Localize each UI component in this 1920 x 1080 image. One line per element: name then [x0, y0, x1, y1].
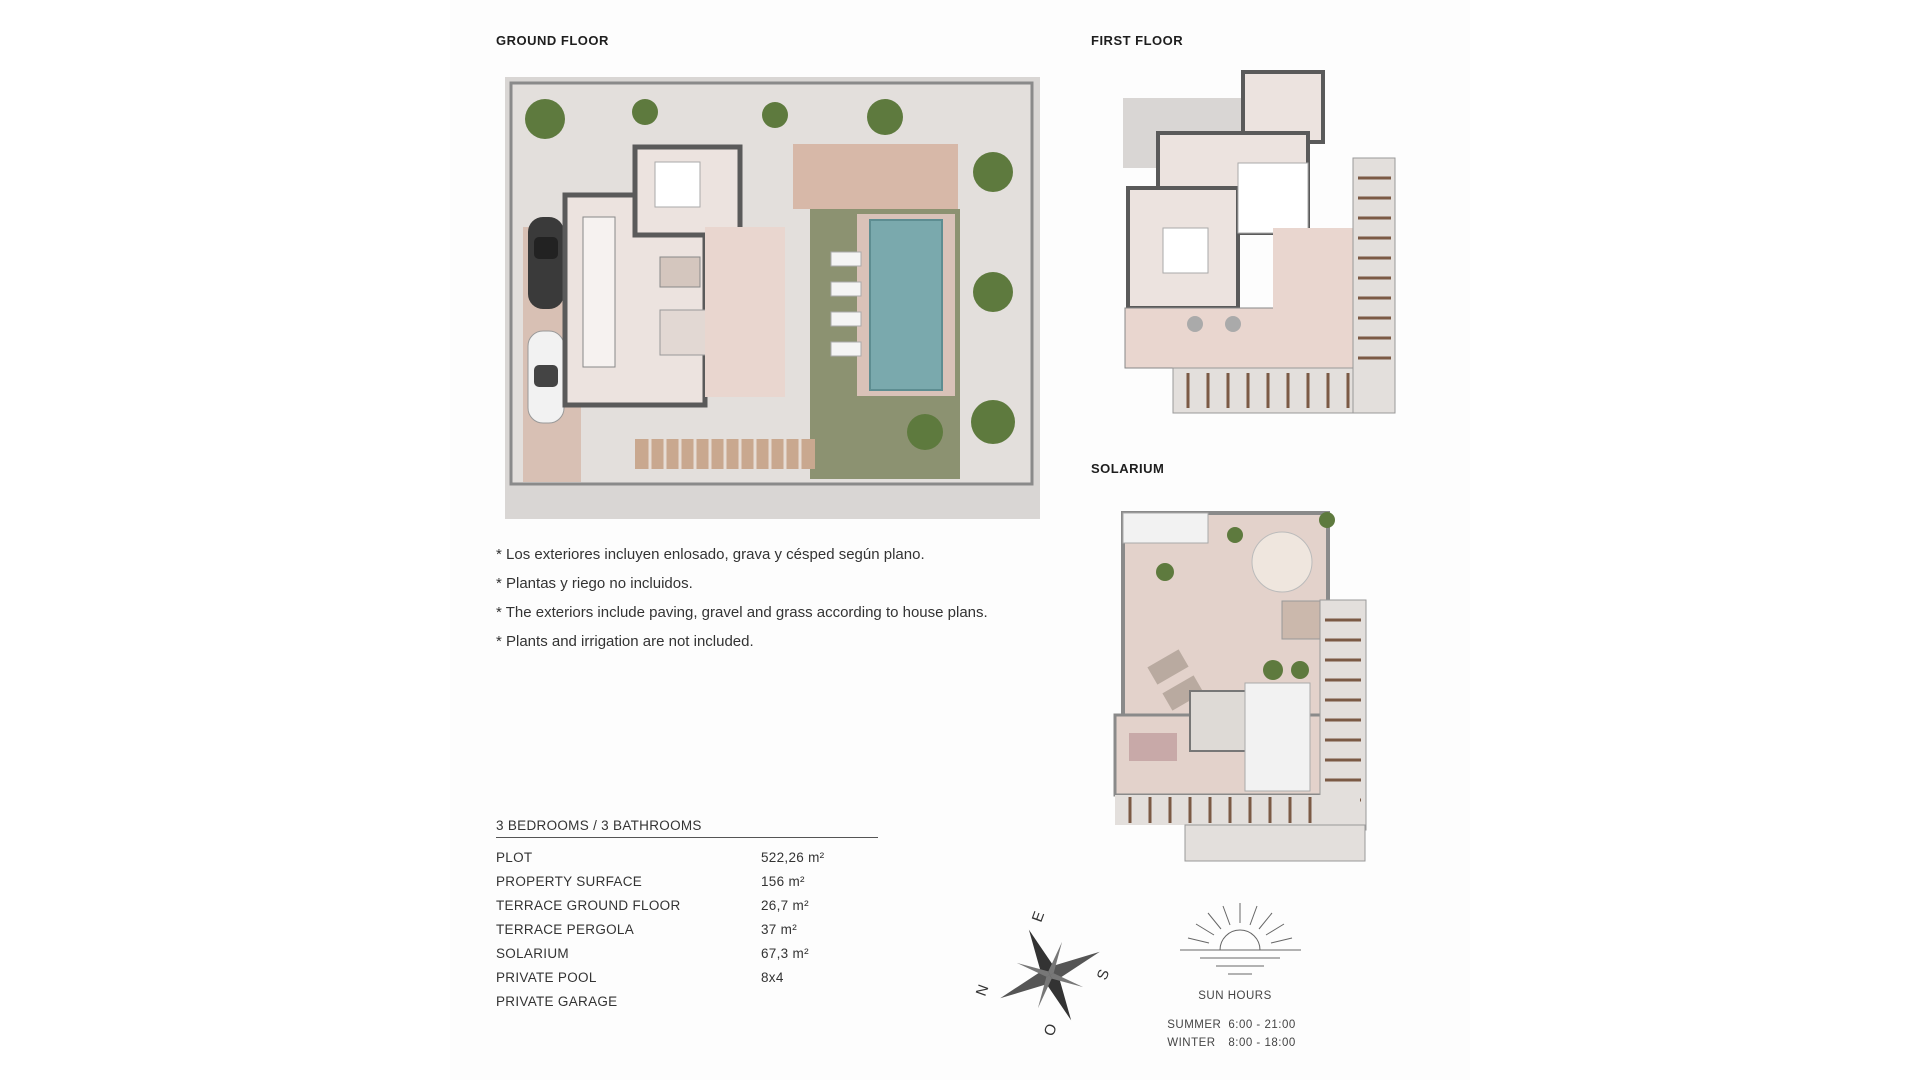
spec-value: 26,7 m² [761, 897, 809, 913]
spec-value: 37 m² [761, 921, 798, 937]
summer-label: SUMMER [1167, 1019, 1222, 1031]
sun-hours-table [1167, 1016, 1303, 1052]
car-dark [528, 217, 564, 309]
sun-row-winter [1167, 1034, 1303, 1052]
dining-table [660, 257, 700, 287]
spec-row [496, 965, 878, 989]
kitchen [583, 217, 615, 367]
first-floor-title: FIRST FLOOR [1091, 33, 1184, 48]
stair-void [1123, 513, 1208, 543]
pool [870, 220, 942, 390]
summer-value: 6:00 - 21:00 [1228, 1019, 1296, 1031]
spec-value: 8x4 [761, 969, 784, 985]
spec-row [496, 869, 878, 893]
notes [496, 540, 988, 656]
note-item: * Plants and irrigation are not included. [496, 633, 754, 650]
parasol [1252, 532, 1312, 592]
solarium-title: SOLARIUM [1091, 461, 1165, 476]
bed-upper [1238, 163, 1308, 233]
car-white [528, 331, 564, 423]
pergola-side [1353, 158, 1395, 413]
compass-north: N [972, 982, 993, 999]
compass-east: E [1028, 909, 1049, 925]
sun-row-summer [1167, 1016, 1303, 1034]
bed [655, 162, 700, 207]
winter-value: 8:00 - 18:00 [1228, 1037, 1296, 1049]
spec-label: PLOT [496, 849, 533, 865]
outdoor-table [1282, 601, 1326, 639]
terrace-ground [705, 227, 785, 397]
spec-row [496, 989, 878, 1013]
ground-floor-title: GROUND FLOOR [496, 33, 609, 48]
spec-row [496, 917, 878, 941]
spec-value: 156 m² [761, 873, 805, 889]
spec-label: TERRACE GROUND FLOOR [496, 897, 681, 913]
compass-west: O [1040, 1021, 1061, 1039]
first-floor-plan [1113, 68, 1403, 420]
ground-floor-plan [505, 77, 1040, 519]
bed-lower [1163, 228, 1208, 273]
solarium-plan [1105, 505, 1410, 867]
spec-label: SOLARIUM [496, 945, 569, 961]
terrace-side [1273, 228, 1353, 368]
jacuzzi [1190, 691, 1250, 751]
spec-label: TERRACE PERGOLA [496, 921, 635, 937]
pergola-lower [1185, 825, 1365, 861]
compass-icon [972, 905, 1125, 1045]
sunrise-icon [1178, 898, 1303, 980]
note-item: * Los exteriores incluyen enlosado, grava y césped según plano. [496, 546, 925, 563]
spec-row [496, 845, 878, 869]
spec-label: PRIVATE GARAGE [496, 993, 618, 1009]
specs-table [496, 818, 878, 1013]
sun-hours [1150, 990, 1320, 1052]
winter-label: WINTER [1167, 1037, 1216, 1049]
spec-label: PROPERTY SURFACE [496, 873, 643, 889]
rug [1129, 733, 1177, 761]
compass-south: S [1093, 967, 1114, 983]
stairs [1245, 683, 1310, 791]
spec-row [496, 941, 878, 965]
note-item: * The exteriors include paving, gravel and grass according to house plans. [496, 604, 988, 621]
specs-heading: 3 BEDROOMS / 3 BATHROOMS [496, 818, 878, 838]
spec-row [496, 893, 878, 917]
spec-value: 522,26 m² [761, 849, 825, 865]
deck [793, 144, 958, 209]
spec-label: PRIVATE POOL [496, 969, 597, 985]
spec-value: 67,3 m² [761, 945, 809, 961]
pergola-bottom [1115, 795, 1360, 825]
sun-hours-label: SUN HOURS [1198, 990, 1272, 1002]
note-item: * Plantas y riego no incluidos. [496, 575, 693, 592]
sofa [660, 310, 710, 355]
